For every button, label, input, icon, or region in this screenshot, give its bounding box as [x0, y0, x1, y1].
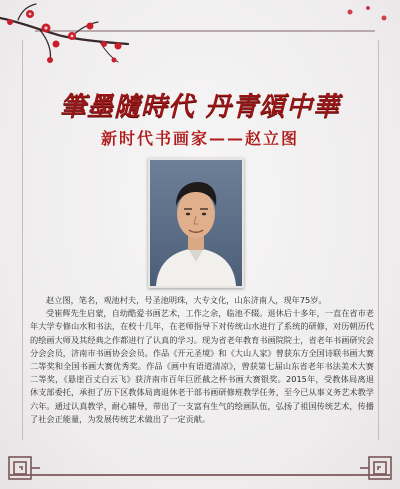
- fret-corner-left-icon: [6, 454, 42, 484]
- person-portrait-icon: [150, 160, 242, 286]
- plum-blossom-branch-icon: [0, 0, 140, 80]
- frame-bottom-line: [10, 474, 390, 476]
- biography: [30, 294, 374, 426]
- subtitle: 新时代书画家——赵立图: [100, 129, 299, 148]
- portrait-photo: [148, 158, 244, 288]
- headline: 筆墨隨時代 丹青頌中華: [59, 92, 341, 122]
- bio-paragraph-intro: 赵立图，笔名，观池村夫，号圣池明珠，大专文化，山东济南人，现年75岁。: [46, 295, 327, 305]
- bio-paragraph-career: 受崔辉先生启蒙，自幼酷爱书画艺术，工作之余，临池不辍。退休后十多年，一直在省市老年大学专修山水和书法，在校十几年，在老师指导下对传统山水进行了系统的研修，对历朝历代的绘画大师及其经典之作都进行了认真的学习。现为省老年教育书画院院士，省老年书画研究会分会会员，济南市书画协会会员。作品《开元圣境》和《大山人家》曾获东方全国诗联书画大赛二等奖和全国书画大赛优秀奖。作品《画中有语道清凉》，曾获第七届山东省老年书法美术大赛二等奖，《悬崖百丈白云飞》获济南市百年巨匠截之杯书画大赛银奖。2015年，受教体局离退休支部委托，承担了历下区教体局离退休老干部书画研修班教学任务，至今已从事义务艺术教学六年。通过认真教学，耐心辅导，带出了一支富有生气的绘画队伍，弘扬了祖国传统艺术，传播了社会正能量，为发展传统艺术做出了一定贡献。: [30, 308, 374, 424]
- plum-petals-icon: [340, 0, 400, 40]
- fret-corner-right-icon: [358, 454, 394, 484]
